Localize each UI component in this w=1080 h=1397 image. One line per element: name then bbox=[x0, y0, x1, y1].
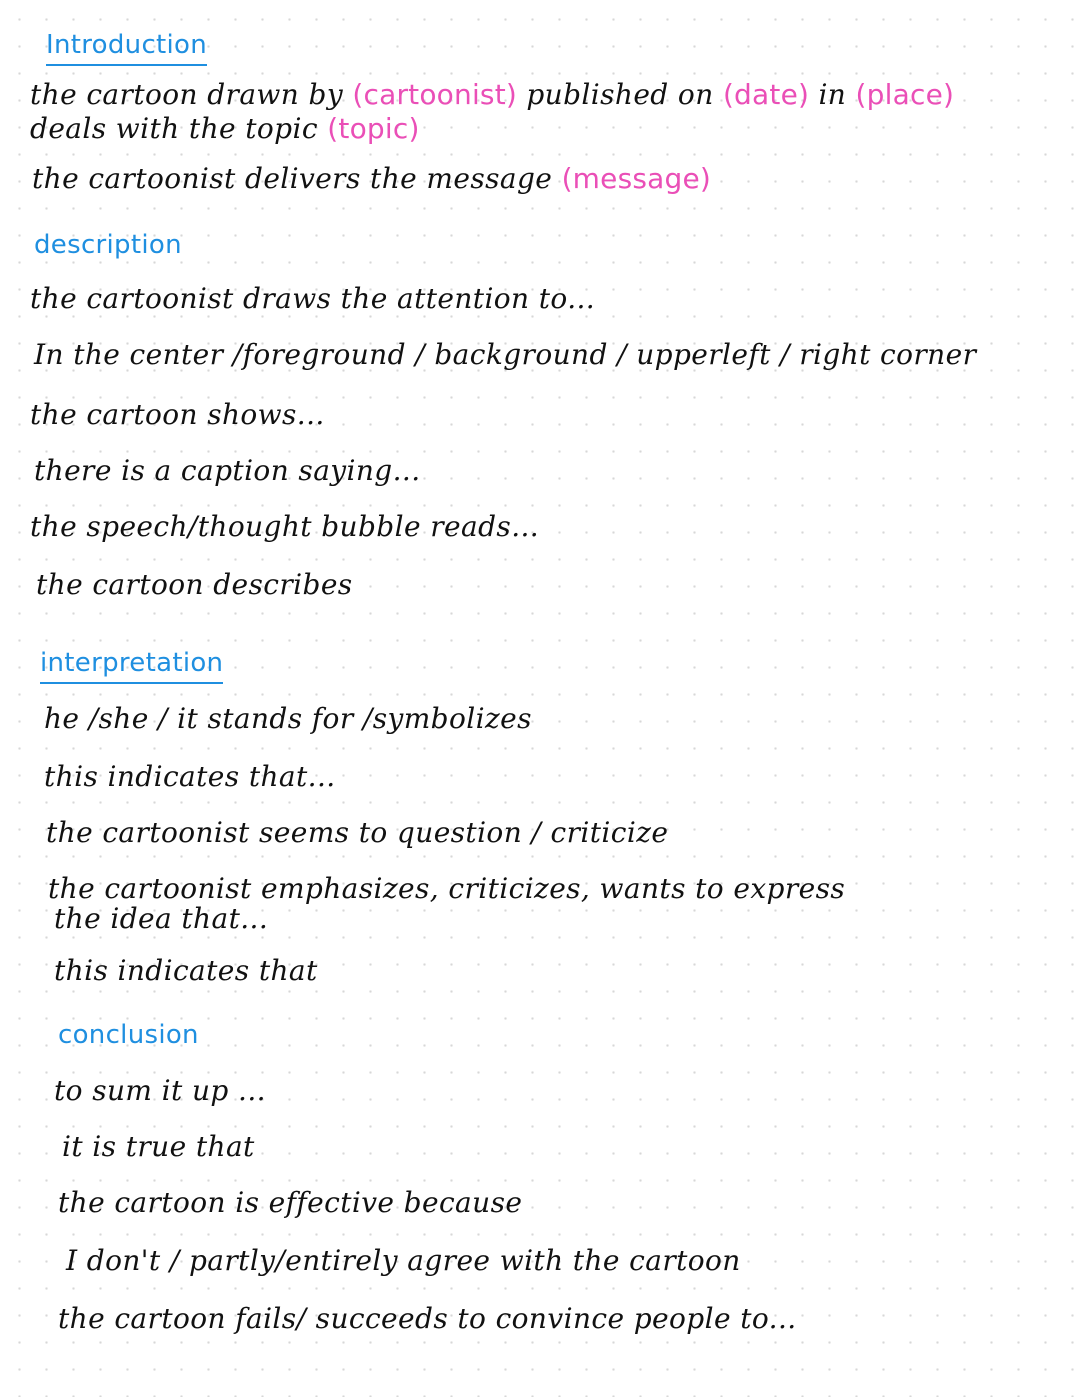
introduction-heading: Introduction bbox=[46, 28, 207, 66]
conclusion-line: to sum it up ... bbox=[54, 1074, 266, 1107]
intro-line-3-text: the cartoonist delivers the message bbox=[32, 162, 553, 195]
intro-line-1-text-c: in bbox=[818, 78, 847, 111]
interpretation-line: the cartoonist emphasizes, criticizes, wants to express bbox=[48, 872, 846, 905]
conclusion-line: I don't / partly/entirely agree with the cartoon bbox=[66, 1244, 741, 1277]
intro-line-3 bbox=[32, 162, 711, 196]
cartoonist-placeholder: (cartoonist) bbox=[352, 78, 518, 111]
intro-line-2 bbox=[30, 112, 420, 146]
intro-line-2-text: deals with the topic bbox=[30, 112, 318, 145]
description-line: the speech/thought bubble reads... bbox=[30, 510, 540, 543]
interpretation-heading: interpretation bbox=[40, 646, 223, 684]
conclusion-line: it is true that bbox=[62, 1130, 255, 1163]
description-line: there is a caption saying... bbox=[34, 454, 421, 487]
description-line: the cartoon shows... bbox=[30, 398, 325, 431]
conclusion-line: the cartoon fails/ succeeds to convince people to... bbox=[58, 1302, 797, 1335]
interpretation-line: this indicates that bbox=[54, 954, 318, 987]
topic-placeholder: (topic) bbox=[327, 112, 420, 145]
conclusion-heading: conclusion bbox=[58, 1020, 199, 1050]
date-placeholder: (date) bbox=[722, 78, 810, 111]
conclusion-line: the cartoon is effective because bbox=[58, 1186, 523, 1219]
intro-line-1-text-a: the cartoon drawn by bbox=[30, 78, 344, 111]
place-placeholder: (place) bbox=[855, 78, 955, 111]
description-line: In the center /foreground / background / upperleft / right corner bbox=[34, 338, 977, 371]
interpretation-line: the cartoonist seems to question / criticize bbox=[46, 816, 669, 849]
interpretation-line: this indicates that... bbox=[44, 760, 336, 793]
interpretation-line: he /she / it stands for /symbolizes bbox=[44, 702, 532, 735]
intro-line-1 bbox=[30, 78, 954, 112]
interpretation-line: the idea that... bbox=[54, 902, 269, 935]
description-line: the cartoonist draws the attention to... bbox=[30, 282, 596, 315]
intro-line-1-text-b: published on bbox=[526, 78, 714, 111]
message-placeholder: (message) bbox=[561, 162, 712, 195]
description-line: the cartoon describes bbox=[36, 568, 353, 601]
description-heading: description bbox=[34, 230, 182, 260]
